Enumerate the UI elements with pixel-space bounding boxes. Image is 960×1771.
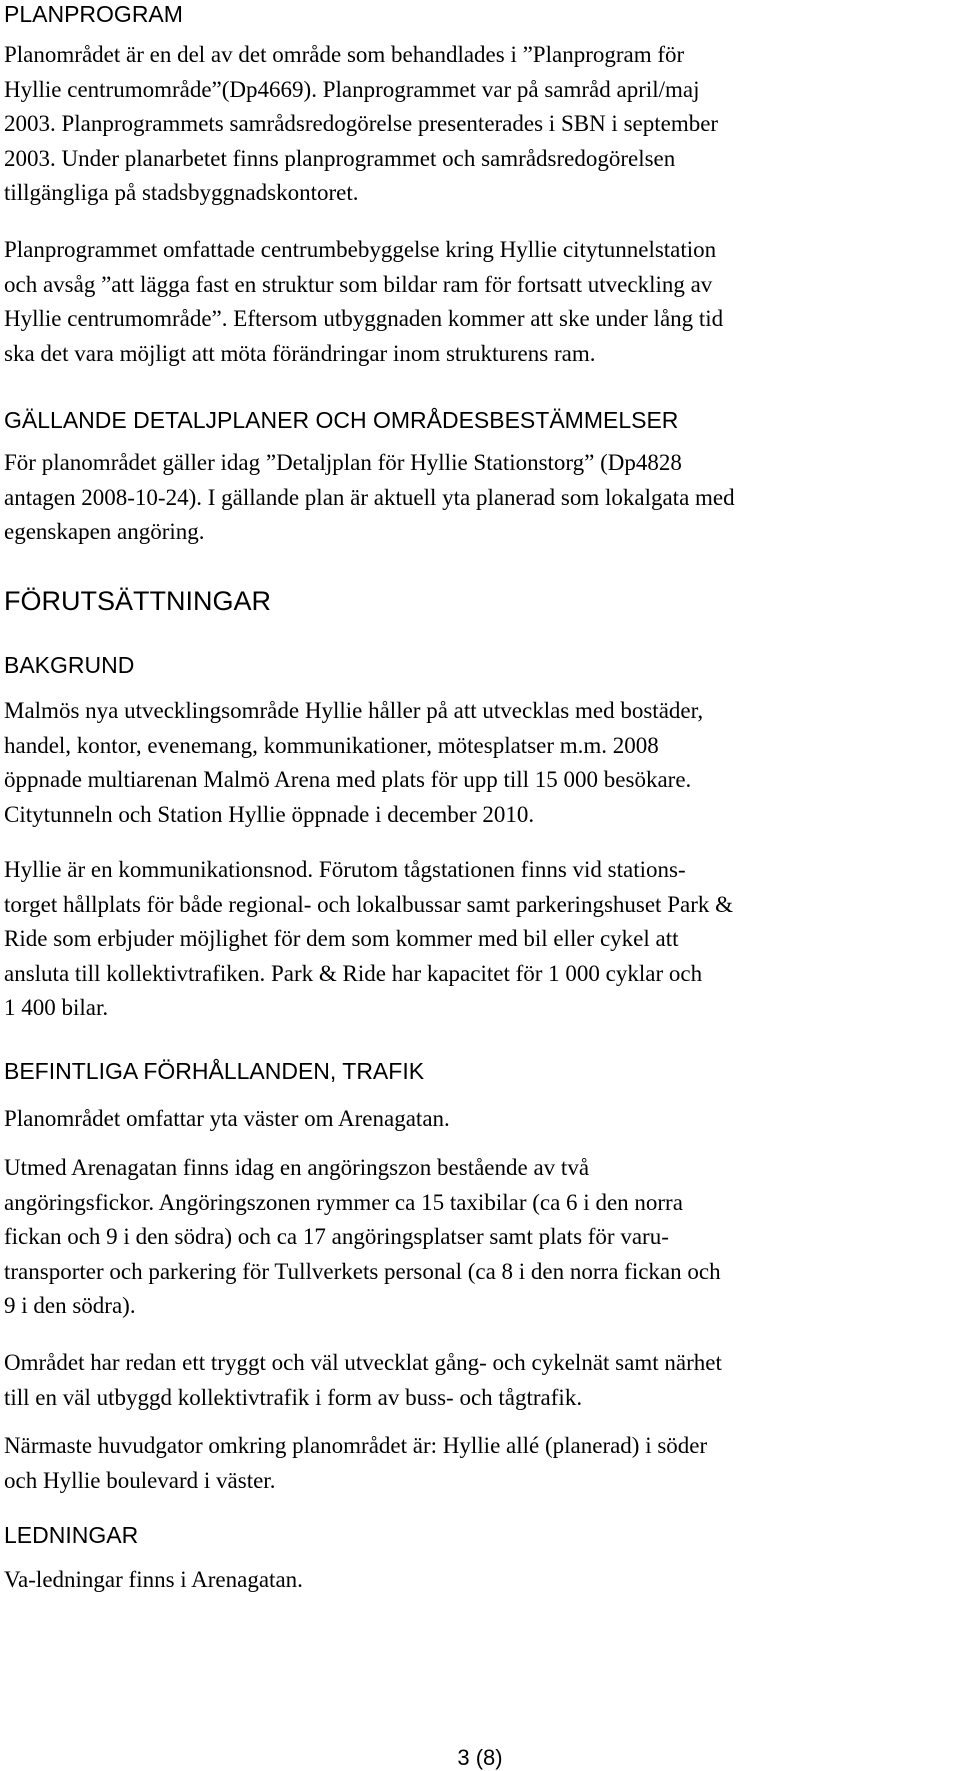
- paragraph-befintliga-1: [4, 1102, 450, 1137]
- paragraph-planprogram-2: [4, 233, 723, 371]
- text-line: Hyllie centrumområde”(Dp4669). Planprogrammet var på samråd april/maj: [4, 76, 700, 102]
- text-line: För planområdet gäller idag ”Detaljplan för Hyllie Stationstorg” (Dp4828: [4, 450, 682, 475]
- text-line: och avsåg ”att lägga fast en struktur som bildar ram för fortsatt utveckling av: [4, 271, 713, 297]
- paragraph-bakgrund-1: [4, 694, 703, 832]
- text-line: egenskapen angöring.: [4, 519, 205, 544]
- text-line: 9 i den södra).: [4, 1293, 136, 1318]
- paragraph-ledningar-1: [4, 1563, 303, 1598]
- paragraph-befintliga-4: [4, 1429, 707, 1498]
- paragraph-planprogram-1: [4, 38, 718, 211]
- heading-ledningar: LEDNINGAR: [4, 1522, 139, 1548]
- text-line: 2003. Under planarbetet finns planprogrammet och samrådsredogörelsen: [4, 145, 676, 171]
- text-line: och Hyllie boulevard i väster.: [4, 1467, 276, 1493]
- text-line: tillgängliga på stadsbyggnadskontoret.: [4, 180, 359, 205]
- text-line: antagen 2008-10-24). I gällande plan är aktuell yta planerad som lokalgata med: [4, 484, 735, 510]
- text-line: handel, kontor, evenemang, kommunikationer, mötesplatser m.m. 2008: [4, 732, 659, 758]
- heading-forutsattningar: FÖRUTSÄTTNINGAR: [4, 586, 271, 616]
- text-line: 2003. Planprogrammets samrådsredogörelse presenterades i SBN i september: [4, 111, 719, 136]
- text-line: Planområdet omfattar yta väster om Arenagatan.: [4, 1106, 450, 1131]
- text-line: fickan och 9 i den södra) och ca 17 angöringsplatser samt plats för varu-: [4, 1224, 669, 1249]
- text-line: öppnade multiarenan Malmö Arena med plats för upp till 15 000 besökare.: [4, 767, 692, 792]
- text-line: Va-ledningar finns i Arenagatan.: [4, 1567, 303, 1592]
- text-line: Citytunneln och Station Hyllie öppnade i december 2010.: [4, 801, 535, 827]
- paragraph-befintliga-3: [4, 1346, 722, 1415]
- paragraph-befintliga-2: [4, 1151, 721, 1324]
- text-line: Hyllie är en kommunikationsnod. Förutom tågstationen finns vid stations-: [4, 857, 686, 882]
- text-line: angöringsfickor. Angöringszonen rymmer ca 15 taxibilar (ca 6 i den norra: [4, 1189, 683, 1215]
- text-line: Närmaste huvudgator omkring planområdet är: Hyllie allé (planerad) i söder: [4, 1433, 708, 1458]
- text-line: Området har redan ett tryggt och väl utvecklat gång- och cykelnät samt närhet: [4, 1350, 722, 1375]
- text-line: ansluta till kollektivtrafiken. Park & Ride har kapacitet för 1 000 cyklar och: [4, 960, 703, 986]
- text-line: Utmed Arenagatan finns idag en angöringszon bestående av två: [4, 1155, 590, 1180]
- text-line: Malmös nya utvecklingsområde Hyllie håller på att utvecklas med bostäder,: [4, 698, 704, 723]
- text-line: 1 400 bilar.: [4, 995, 109, 1020]
- text-line: transporter och parkering för Tullverkets personal (ca 8 i den norra fickan och: [4, 1258, 721, 1284]
- heading-gallande-detaljplaner: GÄLLANDE DETALJPLANER OCH OMRÅDESBESTÄMMELSER: [4, 407, 679, 433]
- text-line: till en väl utbyggd kollektivtrafik i form av buss- och tågtrafik.: [4, 1384, 583, 1410]
- heading-planprogram: PLANPROGRAM: [4, 1, 183, 27]
- text-line: Planområdet är en del av det område som behandlades i ”Planprogram för: [4, 42, 685, 67]
- page-number: 3 (8): [457, 1745, 503, 1770]
- text-line: ska det vara möjligt att möta förändringar inom strukturens ram.: [4, 340, 596, 366]
- paragraph-gallande-1: [4, 446, 735, 550]
- heading-befintliga-forhallanden: BEFINTLIGA FÖRHÅLLANDEN, TRAFIK: [4, 1058, 425, 1084]
- text-line: torget hållplats för både regional- och lokalbussar samt parkeringshuset Park &: [4, 891, 733, 917]
- heading-bakgrund: BAKGRUND: [4, 652, 135, 678]
- text-line: Hyllie centrumområde”. Eftersom utbyggnaden kommer att ske under lång tid: [4, 306, 724, 331]
- text-line: Planprogrammet omfattade centrumbebyggelse kring Hyllie citytunnelstation: [4, 237, 717, 262]
- text-line: Ride som erbjuder möjlighet för dem som kommer med bil eller cykel att: [4, 926, 679, 951]
- paragraph-bakgrund-2: [4, 853, 733, 1026]
